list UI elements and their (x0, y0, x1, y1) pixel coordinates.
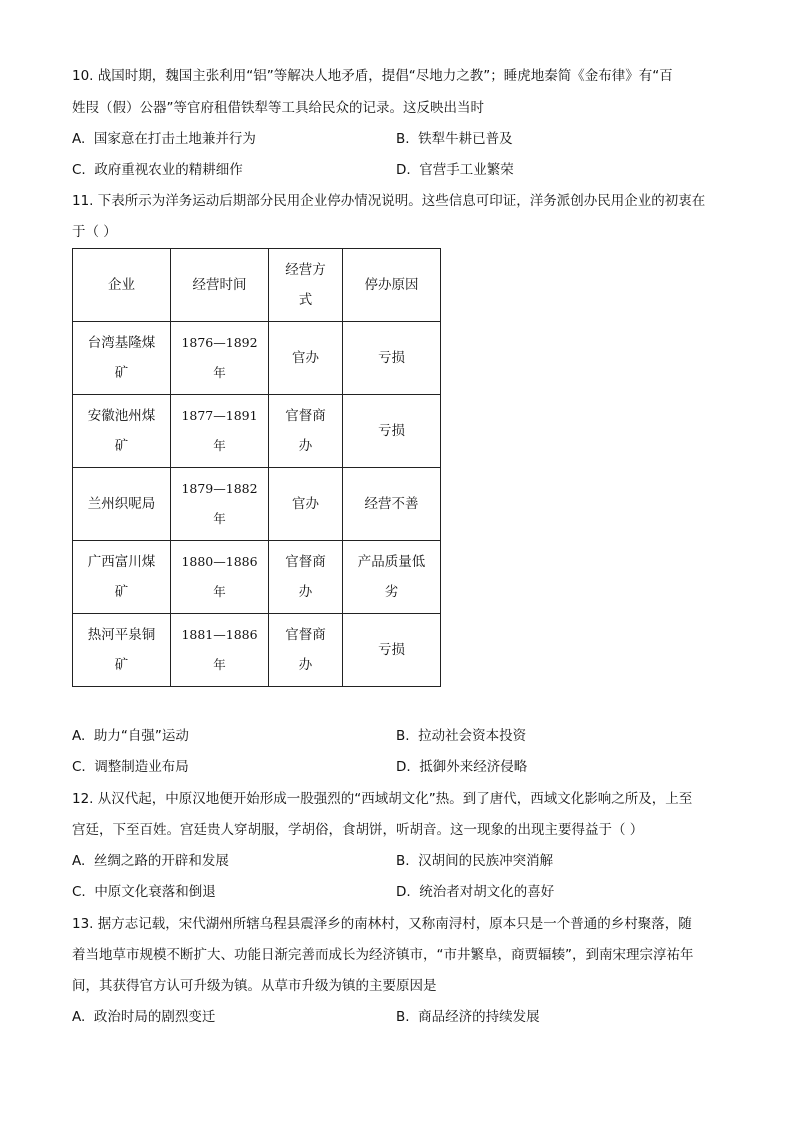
q10-option-c[interactable] (72, 160, 243, 180)
q11-option-d[interactable] (396, 757, 527, 777)
option-text: 官营手工业繁荣 (419, 162, 514, 178)
option-text: 调整制造业布局 (94, 759, 189, 775)
cell-reason: 亏损 (343, 614, 441, 687)
table-row (73, 322, 441, 395)
cell-period: 1881—1886 年 (171, 614, 269, 687)
option-label: A. (72, 1009, 86, 1025)
enterprise-table (72, 248, 441, 687)
cell-enterprise: 热河平泉铜 矿 (73, 614, 171, 687)
table-row (73, 468, 441, 541)
q12-option-d[interactable] (396, 882, 554, 902)
q12-option-a[interactable] (72, 851, 229, 871)
option-text: 政治时局的剧烈变迁 (93, 1009, 216, 1025)
header-reason: 停办原因 (343, 249, 441, 322)
q13-stem-line3: 间，其获得官方认可升级为镇。从草市升级为镇的主要原因是 (72, 978, 437, 994)
q12-option-b[interactable] (396, 851, 553, 871)
q10-stem-line2: 姓叚（假）公器”等官府租借铁犁等工具给民众的记录。这反映出当时 (72, 100, 484, 116)
option-text: 铁犁牛耕已普及 (418, 131, 513, 147)
option-label: B. (396, 728, 410, 744)
q10-option-a[interactable] (72, 129, 256, 149)
option-label: C. (72, 759, 86, 775)
option-label: B. (396, 131, 410, 147)
q11-stem-line2: 于（ ） (72, 224, 117, 240)
option-text: 助力“自强”运动 (93, 728, 189, 744)
q11-stem-line1: 11. 下表所示为洋务运动后期部分民用企业停办情况说明。这些信息可印证，洋务派创办民用企业的初衷在 (72, 193, 706, 209)
option-label: D. (396, 162, 411, 178)
table-row (73, 395, 441, 468)
table-header-row (73, 249, 441, 322)
option-label: A. (72, 853, 86, 869)
option-label: A. (72, 131, 86, 147)
cell-enterprise: 安徽池州煤 矿 (73, 395, 171, 468)
q13-option-a[interactable] (72, 1007, 215, 1027)
cell-reason: 亏损 (343, 322, 441, 395)
cell-enterprise: 兰州织呢局 (73, 468, 171, 541)
cell-period: 1880—1886 年 (171, 541, 269, 614)
option-text: 拉动社会资本投资 (418, 728, 527, 744)
option-text: 汉胡间的民族冲突消解 (418, 853, 554, 869)
option-label: B. (396, 853, 410, 869)
header-period: 经营时间 (171, 249, 269, 322)
option-label: B. (396, 1009, 410, 1025)
cell-mode: 官督商 办 (269, 541, 343, 614)
option-text: 中原文化衰落和倒退 (94, 884, 216, 900)
option-text: 丝绸之路的开辟和发展 (93, 853, 229, 869)
header-enterprise: 企业 (73, 249, 171, 322)
q11-option-c[interactable] (72, 757, 189, 777)
table-row (73, 614, 441, 687)
option-text: 商品经济的持续发展 (418, 1009, 540, 1025)
q10-option-d[interactable] (396, 160, 514, 180)
q13-option-b[interactable] (396, 1007, 540, 1027)
option-text: 抵御外来经济侵略 (419, 759, 528, 775)
header-mode: 经营方 式 (269, 249, 343, 322)
cell-reason: 经营不善 (343, 468, 441, 541)
q13-stem-line1: 13. 据方志记载，宋代湖州所辖乌程县震泽乡的南林村，又称南浔村，原本只是一个普通的乡村聚落，随 (72, 916, 692, 932)
option-text: 统治者对胡文化的喜好 (419, 884, 555, 900)
cell-enterprise: 广西富川煤 矿 (73, 541, 171, 614)
table-row (73, 541, 441, 614)
option-label: D. (396, 884, 411, 900)
q10-option-b[interactable] (396, 129, 513, 149)
option-label: A. (72, 728, 86, 744)
cell-mode: 官督商 办 (269, 614, 343, 687)
cell-mode: 官办 (269, 322, 343, 395)
q12-stem-line2: 宫廷，下至百姓。宫廷贵人穿胡服，学胡俗，食胡饼，听胡音。这一现象的出现主要得益于（ ） (72, 822, 644, 838)
option-text: 政府重视农业的精耕细作 (94, 162, 243, 178)
cell-mode: 官督商 办 (269, 395, 343, 468)
option-label: D. (396, 759, 411, 775)
cell-period: 1879—1882 年 (171, 468, 269, 541)
cell-reason: 产品质量低 劣 (343, 541, 441, 614)
q11-option-a[interactable] (72, 726, 189, 746)
cell-enterprise: 台湾基隆煤 矿 (73, 322, 171, 395)
q12-stem-line1: 12. 从汉代起，中原汉地便开始形成一股强烈的“西域胡文化”热。到了唐代，西域文化影响之所及，上至 (72, 791, 693, 807)
q13-stem-line2: 着当地草市规模不断扩大、功能日渐完善而成长为经济镇市，“市井繁阜，商贾辐辏”，到南宋理宗淳祐年 (72, 947, 694, 963)
cell-mode: 官办 (269, 468, 343, 541)
option-text: 国家意在打击土地兼并行为 (93, 131, 256, 147)
option-label: C. (72, 162, 86, 178)
q11-option-b[interactable] (396, 726, 526, 746)
cell-period: 1877—1891 年 (171, 395, 269, 468)
option-label: C. (72, 884, 86, 900)
q12-option-c[interactable] (72, 882, 216, 902)
cell-period: 1876—1892 年 (171, 322, 269, 395)
cell-reason: 亏损 (343, 395, 441, 468)
q10-stem-line1: 10. 战国时期，魏国主张利用“铝”等解决人地矛盾，提倡“尽地力之教”；睡虎地秦简《金布律》有“百 (72, 68, 673, 84)
